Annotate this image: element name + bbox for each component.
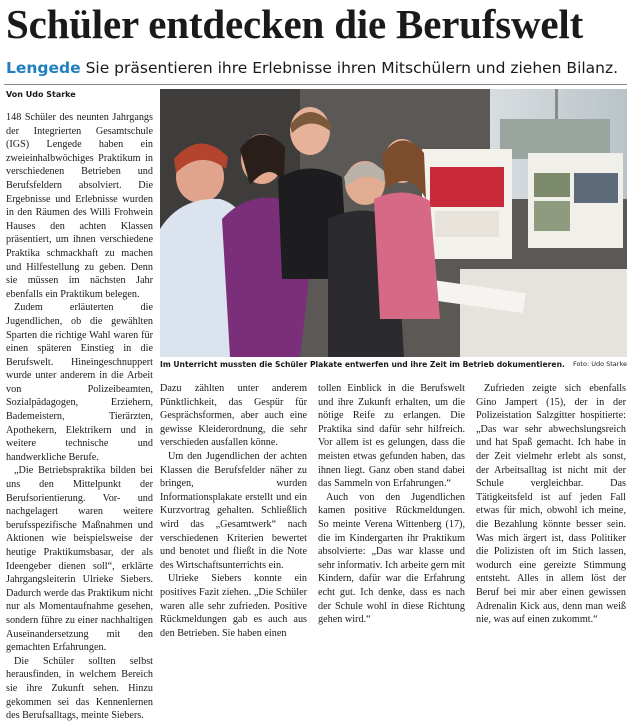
- paragraph: Auch von den Jugendlichen kamen positive Rückmeldungen. So meinte Verena Wittenberg (17), die im Kindergarten ihr Praktikum absolvierte: „Das war klasse und sehr informativ. Ich arbeite gern mit Kindern, dafür war die Erfahrung echt gut. Ich denke, dass es nach der Schule wohl in diese Richtung gehen wird.“: [318, 491, 466, 626]
- paragraph: Dazu zählten unter anderem Pünktlichkeit, das Gespür für Gesprächsformen, aber auch eine gewisse Kleiderordnung, die sehr verschieden ausfallen könne.: [160, 383, 307, 449]
- location-kicker: Lengede: [6, 59, 81, 77]
- photo-caption: Im Unterricht mussten die Schüler Plakate entwerfen und ihre Zeit im Betrieb dokumentieren.: [160, 360, 565, 369]
- headline: Schüler entdecken die Berufswelt: [6, 1, 584, 47]
- article-photo: [160, 89, 627, 357]
- paragraph: „Die Betriebspraktika bilden bei uns den Mittelpunkt der Berufsorientierung. Vor- und nachgelagert waren weitere berufsspezifische Maßnahmen und Aktionen wie beispielsweise der heutige Praktikumsbasar, der als Ideengeber dienen soll“, erklärte Jahrgangsleiterin Ulrieke Siebers. Dadurch werde das Praktikum nicht nur als Momentaufnahme gesehen, sondern führe zu einer nachhaltigen Auseinandersetzung mit den gemachten Erfahrungen.: [6, 465, 153, 654]
- article-column-4: [476, 382, 626, 644]
- article-column-3: [318, 382, 465, 644]
- header-rule: [4, 84, 627, 85]
- article-column-2: [160, 382, 307, 644]
- paragraph: Zudem erläuterten die Jugendlichen, ob die gewählten Sparten die richtige Wahl waren für einen späteren Einstieg in die Berufswelt. Hineingeschnuppert wurde unter anderem in die Arbeit von Polizeibeamten, Sozialpädagogen, Erziehern, Bademeistern, Tierärzten, Apothekern, Elektrikern und in weitere technische und handwerkliche Berufe.: [6, 302, 153, 463]
- photo-credit: Foto: Udo Starke: [572, 360, 627, 368]
- subheadline: [6, 58, 626, 78]
- paragraph: Die Schüler sollten selbst herausfinden, in welchem Bereich sie ihre Zukunft sehen. Hinzu gekommen sei das Kennenlernen des Berufsalltags, meinte Siebers.: [6, 655, 153, 722]
- paragraph: Um den Jugendlichen der achten Klassen die Berufsfelder näher zu bringen, wurden Informationsplakate erstellt und ein Kurzvortrag gehalten. Schließlich wird das „Gesamtwerk“ nach verschiedenen Kriterien bewertet und benotet und fließt in die Note des Wirtschaftsunterrichts ein.: [160, 450, 307, 571]
- paragraph: Zufrieden zeigte sich ebenfalls Gino Jampert (15), der in der Polizeistation Salzgitter hospitierte: „Das war sehr abwechslungsreich und hat Spaß gemacht. Ich habe in der Zeit vielmehr erlebt als sonst, der Arbeitsalltag ist nicht mit der Schule vergleichbar. Das Tätigkeitsfeld ist auf jeden Fall etwas für mich, obwohl ich meine, die Bezahlung könnte besser sein. Was mich ärgert ist, dass Politiker die Polizisten oft im Stich lassen, wodurch eine gereizte Stimmung entsteht. Alles in allem löst der Beruf bei mir aber einen gewissen Adrenalin Kick aus, denn man weiß nie, was auf einen zukommt.“: [476, 383, 626, 626]
- subheadline-text: Sie präsentieren ihre Erlebnisse ihren Mitschülern und ziehen Bilanz.: [85, 59, 619, 77]
- paragraph: tollen Einblick in die Berufswelt und ihre Zukunft erhalten, um die nötige Reife zu erlangen. Die Praktika sind dafür sehr hilfreich. Vor allem ist es gelungen, dass die meisten etwas gefunden haben, das ihnen liegt. Ganz oben stand dabei das Sammeln von Erfahrungen.“: [318, 383, 465, 490]
- author-byline: Von Udo Starke: [6, 90, 76, 99]
- article-column-1: [6, 111, 153, 722]
- paragraph: 148 Schüler des neunten Jahrgangs der Integrierten Gesamtschule (IGS) Lengede haben ein zweieinhalbwöchiges Praktikum in verschiedenen Betrieben und Berufsfeldern absolviert. Die Ergebnisse und Erlebnisse wurden in den Räumen des Willi Frohwein Hauses den achten Klassen präsentiert, um ihnen verschiedene Praktika schmackhaft zu machen und Hilfestellung zu geben. Denn sie müssen im nächsten Jahr ebenfalls ein Praktikum belegen.: [6, 112, 153, 300]
- photo-illustration: [160, 89, 627, 357]
- paragraph: Ulrieke Siebers konnte ein positives Fazit ziehen. „Die Schüler waren alle sehr zufrieden. Positive Rückmeldungen gab es auch aus den Betrieben. Sie haben einen: [160, 573, 307, 639]
